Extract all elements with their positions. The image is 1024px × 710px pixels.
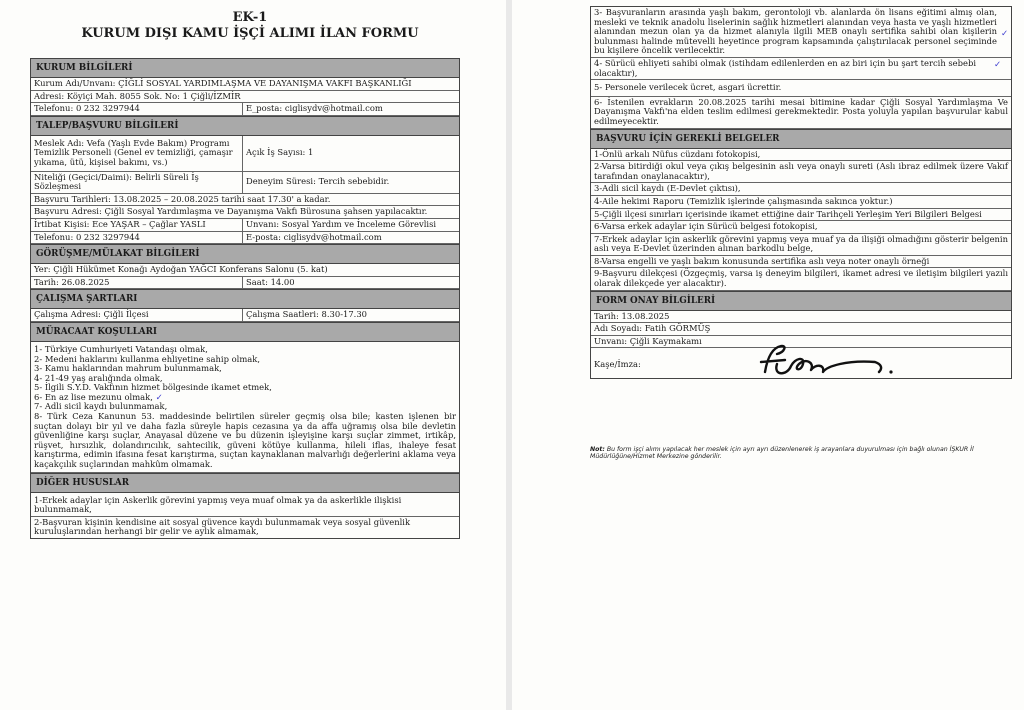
talep-eposta: E-posta: ciglisydv@hotmail.com <box>246 231 382 242</box>
belge-item-1: 1-Önlü arkalı Nüfus cüzdanı fotokopisi, <box>594 148 761 159</box>
belge-item-9: 9-Başvuru dilekçesi (Özgeçmiş, varsa iş deneyim bilgileri, ikamet adresi ve iletişim bilgileri yazılı olarak dilekçede yer alacaktır). <box>594 268 1008 289</box>
belge-item-3: 3-Adli sicil kaydı (E-Devlet çıktısı), <box>594 183 741 194</box>
muracaat-item-3: 3- Kamu haklarından mahrum bulunmamak, <box>34 363 222 374</box>
talep-telefon: Telefonu: 0 232 3297944 <box>31 232 243 244</box>
deneyim-suresi <box>243 172 459 193</box>
section-header-onay: FORM ONAY BİLGİLERİ <box>591 291 1011 311</box>
checkmark-icon: ✓ <box>1000 28 1008 38</box>
acik-is-sayisi-text: Açık İş Sayısı: 1 <box>246 147 314 158</box>
niteligi: Niteliği (Geçici/Daimi): Belirli Süreli İş Sözleşmesi <box>31 172 243 193</box>
application-form-table <box>30 58 460 539</box>
kurum-adi: Kurum Adı/Unvanı: ÇİĞLİ SOSYAL YARDIMLAŞMA VE DAYANIŞMA VAKFI BAŞKANLIĞI <box>34 78 412 88</box>
muracaat-item-5: 5- İlgili S.Y.D. Vakfının hizmet bölgesinde ikamet etmek, <box>34 382 272 393</box>
muracaat-item-2: 2- Medeni haklarını kullanma ehliyetine sahip olmak, <box>34 353 260 364</box>
kurum-adres: Adresi: Köyiçi Mah. 8055 Sok. No: 1 Çiğli/İZMİR <box>34 90 241 101</box>
section-header-talep: TALEP/BAŞVURU BİLGİLERİ <box>31 116 459 136</box>
muracaat-list <box>31 342 459 472</box>
muracaat-item-4: 4- 21-49 yaş aralığında olmak, <box>34 372 163 383</box>
diger-item-6: 6- İstenilen evrakların 20.08.2025 tarihi mesai bitimine kadar Çiğli Sosyal Yardımlaşma Ve Dayanışma Vakfı'na elden teslim edilmesi gerekmektedir. Posta yoluyla yapılan başvurular kabul edilmeyecektir. <box>594 96 1008 126</box>
irtibat-unvani: Unvanı: Sosyal Yardım ve İnceleme Görevlisi <box>246 218 437 229</box>
checkmark-icon: ✓ <box>155 391 163 402</box>
kurum-eposta: E_posta: ciglisydv@hotmail.com <box>246 103 383 114</box>
diger-item-5: 5- Personele verilecek ücret, asgari ücrettir. <box>594 82 782 93</box>
irtibat-kisisi: İrtibat Kişisi: Ece YAŞAR – Çağlar YASLI <box>31 219 243 231</box>
muracaat-item-7: 7- Adli sicil kaydı bulunmamak, <box>34 401 168 412</box>
title-ek: EK-1 <box>232 10 268 25</box>
checkmark-icon: ✓ <box>993 58 1001 69</box>
muracaat-item-1: 1- Türkiye Cumhuriyeti Vatandaşı olmak, <box>34 343 208 354</box>
section-header-calisma: ÇALIŞMA ŞARTLARI <box>31 289 459 309</box>
footnote-label: Not: <box>590 446 605 453</box>
title-main: KURUM DIŞI KAMU İŞÇİ ALIMI İLAN FORMU <box>81 26 419 41</box>
section-header-diger: DİĞER HUSUSLAR <box>31 473 459 493</box>
acik-is-sayisi <box>243 136 459 171</box>
basvuru-adresi: Başvuru Adresi: Çiğli Sosyal Yardımlaşma ve Dayanışma Vakfı Bürosuna şahsen yapılacaktır. <box>34 206 428 217</box>
diger-item-3: 3- Başvuranların arasında yaşlı bakım, gerontoloji vb. alanlarda ön lisans eğitimi almış olan, mesleki ve teknik anadolu liselerinin sağlık hizmetleri alanından veya hasta ve yaşlı hizmetleri alanından mezun olan ya da hizmet alanıyla ilgili MEB onaylı sertifika sahibi olan kişilerin bulunması halinde mütevelli heyetince program kapsamında çalıştırılacak personel seçiminde bu kişilere öncelik verilecektir. <box>594 7 997 56</box>
gorusme-yer: Yer: Çiğli Hükümet Konağı Aydoğan YAĞCI Konferans Salonu (5. kat) <box>34 264 328 275</box>
section-header-gorusme: GÖRÜŞME/MÜLAKAT BİLGİLERİ <box>31 244 459 264</box>
basvuru-tarihleri: Başvuru Tarihleri: 13.08.2025 – 20.08.2025 tarihi saat 17.30' a kadar. <box>34 193 331 204</box>
belge-item-5: 5-Çiğli ilçesi sınırları içerisinde ikamet ettiğine dair Tarihçeli Yerleşim Yeri Bilgileri Belgesi <box>594 208 982 219</box>
application-form-table-continued <box>590 6 1012 379</box>
muracaat-item-8: 8- Türk Ceza Kanunun 53. maddesinde belirtilen süreler geçmiş olsa bile; kasten işlenen bir suçtan dolayı bir yıl ve daha fazla süreyle hapis cezasına ya da affa uğramış olsa bile devletin güvenliğine karşı suçlar, Anayasal düzene ve bu düzenin işleyişine karşı suçlar zimmet, irtikâp, rüşvet, hırsızlık, dolandırıcılık, sahtecilik, güveni kötüye kullanma, hileli iflas, ihaleye fesat karıştırma, edimin ifasına fesat karıştırma, suçtan kaynaklanan malvarlığı değerlerini aklama veya kaçakçılık suçlarından mahkûm olmamak. <box>34 411 456 470</box>
onay-adi-soyadi: Adı Soyadı: Fatih GÖRMÜŞ <box>594 323 711 334</box>
belge-item-7: 7-Erkek adaylar için askerlik görevini yapmış veya muaf ya da ilişiği olmadığını gösterir belgenin aslı veya E-Devlet üzerinden alınan barkodlu belge, <box>594 233 1008 254</box>
document-title <box>40 10 460 42</box>
onay-unvani: Unvanı: Çiğli Kaymakamı <box>594 335 702 346</box>
section-header-muracaat: MÜRACAAT KOŞULLARI <box>31 322 459 342</box>
kurum-telefon: Telefonu: 0 232 3297944 <box>31 103 243 115</box>
section-header-kurum: KURUM BİLGİLERİ <box>31 59 459 78</box>
calisma-saatleri: Çalışma Saatleri: 8.30-17.30 <box>246 309 367 320</box>
signature-icon <box>751 342 901 382</box>
onay-tarih: Tarih: 13.08.2025 <box>594 310 670 321</box>
diger-item-1: 1-Erkek adaylar için Askerlik görevini yapmış veya muaf olmak ya da askerlikle ilişkisi bulunmamak, <box>34 494 402 515</box>
belge-item-2: 2-Varsa bitirdiği okul veya çıkış belgesinin aslı veya onaylı sureti (Aslı ibraz edilmek üzere Vakıf tarafından onaylanacaktır), <box>594 161 1008 181</box>
belge-item-4: 4-Aile hekimi Raporu (Temizlik işlerinde çalışmasında sakınca yoktur.) <box>594 195 893 206</box>
right-page <box>512 0 1024 710</box>
section-header-belgeler: BAŞVURU İÇİN GEREKLİ BELGELER <box>591 129 1011 149</box>
gorusme-tarih: Tarih: 26.08.2025 <box>31 277 243 289</box>
footnote <box>590 446 1010 461</box>
deneyim-suresi-text: Deneyim Süresi: Tercih sebebidir. <box>246 176 390 187</box>
muracaat-item-6-text: 6- En az lise mezunu olmak, <box>34 391 153 402</box>
diger-item-2: 2-Başvuran kişinin kendisine ait sosyal güvence kaydı bulunmamak veya sosyal güvenlik kuruluşlarından herhangi bir gelir ve aylık almamak, <box>34 516 411 537</box>
gorusme-saat: Saat: 14.00 <box>246 276 295 287</box>
onay-kase-imza: Kaşe/İmza: <box>594 359 641 370</box>
calisma-adresi: Çalışma Adresi: Çiğli İlçesi <box>31 309 243 321</box>
meslek-adi: Meslek Adı: Vefa (Yaşlı Evde Bakım) Programı Temizlik Personeli (Genel ev temizliği, çamaşır yıkama, ütü, kişisel bakımı, vs.) <box>31 136 243 171</box>
left-page <box>0 0 506 710</box>
belge-item-8: 8-Varsa engelli ve yaşlı bakım konusunda sertifika aslı veya noter onaylı örneği <box>594 255 930 266</box>
footnote-text: Bu form işçi alımı yapılacak her meslek için ayrı ayrı düzenlenerek iş arayanlara duyurulması için bağlı olunan İŞKUR İl Müdürlüğüne/Hizmet Merkezine gönderilir. <box>590 446 974 461</box>
belge-item-6: 6-Varsa erkek adaylar için Sürücü belgesi fotokopisi, <box>594 221 818 232</box>
diger-item-4: 4- Sürücü ehliyeti sahibi olmak (istihdam edilenlerden en az biri için bu şart tercih sebebi olacaktır), <box>594 57 976 78</box>
